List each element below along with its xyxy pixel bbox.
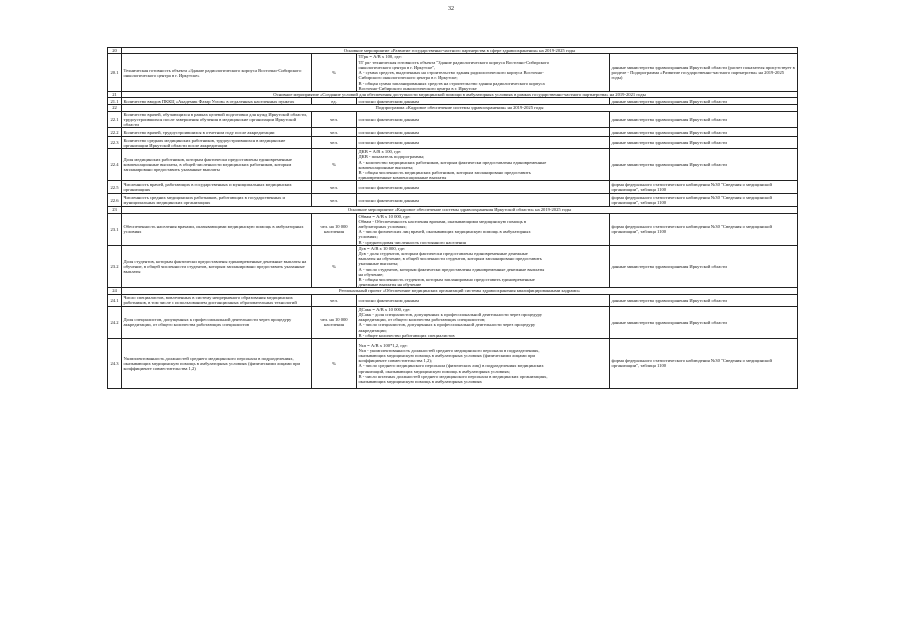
indicator-number: 22.3: [108, 137, 122, 149]
method-line: выплаты на обучение, в общей численности студентов, которым запланировано предоставить: [358, 256, 542, 262]
indicator-row: [108, 294, 798, 306]
method-line: А - число студентов, которым фактически предоставлены единовременные денежные выплаты: [358, 266, 545, 272]
method-line: ДСакк = А/В х 10 000, где:: [358, 306, 411, 312]
indicator-name-text: Укомплектованность должностей среднего медицинского персонала в подразделениях, оказывающих медицинскую помощь в амбулаторных условиях (физическими лицами при коэффициенте совместительства 1,2): [123, 355, 301, 371]
method-line: ДКВ - показатель подпрограммы;: [358, 154, 425, 160]
method-line: В - общая сумма запланированных средств на строительство здания радиологического корпуса: [358, 80, 545, 86]
indicator-name-text: Количество врачей, трудоустроившихся в отчетном году после аккредитации: [123, 129, 275, 135]
section-title: Региональный проект «Обеспечение медицинских организаций системы здравоохранения квалифицированными кадрами»: [122, 288, 798, 294]
data-source: [610, 338, 798, 388]
method-line: А - число среднего медицинского персонала (физических лиц) в подразделениях медицинских: [358, 363, 544, 369]
method-line: Обвам - Обеспеченность населения врачами, оказывающими медицинскую помощь в: [358, 218, 527, 224]
indicator-name: [122, 213, 312, 245]
method-line: Укп - укомплектованность должностей среднего медицинского персонала в подразделениях,: [358, 347, 540, 353]
method-line: Укп = А/В х 100*1,2, где:: [358, 342, 408, 348]
method-line: на обучение;: [358, 271, 384, 277]
indicator-row: [108, 111, 798, 128]
indicator-number: 22.1: [108, 111, 122, 128]
data-source-text: данные министерства здравоохранения Иркутской области: [611, 98, 727, 104]
indicator-name: [122, 306, 312, 338]
section-title: Основное мероприятие «Кадровое обеспечение системы здравоохранения Иркутской области» на 2019-2025 годы: [122, 207, 798, 213]
data-source-text: данные министерства здравоохранения Иркутской области: [611, 162, 727, 168]
section-title: Основное мероприятие «Создание условий для обеспечения доступности медицинской помощи в амбулаторных условиях в рамках государственно-частного партнерства» на 2019-2021 годы: [122, 92, 798, 98]
data-source-text: форма федерального статистического наблюдения №30 "Сведения о медицинской организации", таблица 1100: [611, 195, 772, 206]
indicator-number: 22.6: [108, 194, 122, 207]
method-line: согласно фактическим данным: [358, 140, 419, 146]
indicator-name: [122, 128, 312, 137]
indicator-name-text: Численность средних медицинских работников, работающих в государственных и муниципальных медицинских организациях: [123, 195, 285, 206]
method-line: оказывающих медицинскую помощь в амбулаторных условиях: [358, 379, 482, 385]
method-line: аккредитации, от общего количества работающих специалистов;: [358, 317, 486, 323]
indicator-number: 24.2: [108, 306, 122, 338]
calculation-method: [357, 111, 610, 128]
data-source-text: форма федерального статистического наблюдения №30 "Сведения о медицинской организации", таблица 1100: [611, 224, 772, 235]
data-source: [610, 111, 798, 128]
data-source-text: данные министерства здравоохранения Иркутской области: [611, 129, 727, 135]
indicators-table-body: [108, 48, 798, 389]
data-source-text: данные министерства здравоохранения Иркутской области: [611, 297, 727, 303]
calculation-method: [357, 128, 610, 137]
indicator-number: 22.2: [108, 128, 122, 137]
data-source: [610, 213, 798, 245]
method-line: согласно фактическим данным: [358, 184, 419, 190]
indicator-row: [108, 181, 798, 194]
indicator-unit: %: [312, 149, 357, 181]
method-line: В - общая численность студентов, которым запланировано предоставить единовременные: [358, 277, 535, 283]
method-line: единовременные компенсационные выплаты: [358, 175, 447, 181]
method-line: А - сумма средств, выделенных на строительство здания радиологического корпуса Восточно-: [358, 70, 544, 76]
indicator-number: 24.3: [108, 338, 122, 388]
indicator-row: [108, 54, 798, 92]
method-line: Дсв - доля студентов, которым фактически предоставлены единовременные денежные: [358, 251, 528, 257]
method-line: В - общая численность медицинских работников, которым запланировано предоставить: [358, 170, 531, 176]
indicator-name-text: Численность врачей, работающих в государственных и муниципальных медицинских организациях: [123, 182, 292, 193]
indicator-number: 23.2: [108, 245, 122, 288]
indicator-unit: чел.: [312, 194, 357, 207]
indicator-name-text: Доля студентов, которым фактически предоставлены единовременные денежные выплаты на обучение, в общей численности студентов, которым запланировано предоставить указанные выплаты: [123, 258, 307, 275]
data-source: [610, 54, 798, 92]
indicator-row: [108, 194, 798, 207]
indicator-number: 22.4: [108, 149, 122, 181]
method-line: А - количество медицинских работников, которым фактически предоставлены единовременные: [358, 159, 547, 165]
data-source: [610, 306, 798, 338]
calculation-method: [357, 98, 610, 105]
data-source-text: данные министерства здравоохранения Иркутской области: [611, 116, 727, 122]
indicator-unit: чел.: [312, 294, 357, 306]
data-source: [610, 245, 798, 288]
calculation-method: [357, 245, 610, 288]
calculation-method: [357, 137, 610, 149]
indicator-name-text: Количество средних медицинских работников, трудоустроившихся в медицинские организации Иркутской области после аккредитации: [123, 137, 286, 148]
indicator-number: 22.5: [108, 181, 122, 194]
data-source: [610, 181, 798, 194]
indicator-unit: ед.: [312, 98, 357, 105]
indicator-number: 20.1: [108, 54, 122, 92]
indicator-unit: чел.: [312, 128, 357, 137]
indicator-name: [122, 137, 312, 149]
method-line: онкологического центра в г. Иркутске",: [358, 64, 436, 70]
method-line: согласно фактическим данным: [358, 129, 419, 135]
method-line: коэффициенте совместительства 1,2);: [358, 358, 433, 364]
indicator-unit: %: [312, 338, 357, 388]
indicator-number: 24.1: [108, 294, 122, 306]
method-line: А - число специалистов, допущенных к профессиональной деятельности через процедуру: [358, 322, 536, 328]
data-source-text: данные министерства здравоохранения Иркутской области: [611, 264, 727, 270]
indicator-row: [108, 137, 798, 149]
method-line: Дсв = А/В х 10 000, где:: [358, 245, 406, 251]
indicator-name-text: Количество врачей, обучающихся в рамках целевой подготовки для нужд Иркутской области, трудоустроившихся после завершения обучения в медицинские организации Иркутской области: [123, 111, 307, 128]
indicator-name-text: Доля медицинских работников, которым фактически предоставлены единовременные компенсационные выплаты, в общей численности медицинских работников, которым запланировано предоставить указанные выплаты: [123, 157, 292, 173]
section-number: 21: [108, 92, 122, 98]
indicator-name: [122, 54, 312, 92]
method-line: ДСакк - доля специалистов, допущенных к профессиональной деятельности через процедуру: [358, 311, 543, 317]
calculation-method: [357, 294, 610, 306]
data-source-text: данные министерства здравоохранения Иркутской области: [611, 319, 727, 325]
method-line: А - число физических лиц врачей, оказывающих медицинскую помощь в амбулаторных: [358, 229, 531, 235]
calculation-method: [357, 54, 610, 92]
method-line: указанные выплаты;: [358, 261, 399, 267]
indicator-row: [108, 338, 798, 388]
indicator-name-text: Техническая готовность объекта «Здание радиологического корпуса Восточно-Сибирского онкологического центра в г. Иркутске»: [123, 67, 302, 78]
method-line: амбулаторных условиях;: [358, 224, 407, 230]
indicator-unit: чел. на 10 000 населения: [312, 306, 357, 338]
method-line: В - число штатных должностей среднего медицинского персонала в медицинских организациях,: [358, 373, 548, 379]
method-line: оказывающих медицинскую помощь в амбулаторных условиях (физическими лицами при: [358, 353, 536, 358]
section-number: 24: [108, 288, 122, 294]
method-line: В - общее количество работающих специалистов: [358, 332, 455, 338]
section-title: Подпрограмма «Кадровое обеспечение системы здравоохранения» на 2019-2025 годы: [122, 105, 798, 111]
indicator-number: 23.1: [108, 213, 122, 245]
indicator-name: [122, 98, 312, 105]
method-line: аккредитации;: [358, 327, 387, 333]
indicator-row: [108, 245, 798, 288]
method-line: ДКВ = А/В х 100, где:: [358, 149, 402, 155]
indicator-unit: чел.: [312, 111, 357, 128]
indicator-row: [108, 213, 798, 245]
indicator-name: [122, 294, 312, 306]
indicator-unit: чел.: [312, 137, 357, 149]
data-source: [610, 294, 798, 306]
method-line: согласно фактическим данным: [358, 98, 419, 104]
section-number: 22: [108, 105, 122, 111]
method-line: компенсационные выплаты;: [358, 164, 414, 170]
calculation-method: [357, 181, 610, 194]
indicator-row: [108, 98, 798, 105]
indicator-name-text: Количество вводов ПККЦ «Академик Фазар Углов» в отдаленных населенных пунктах: [123, 98, 295, 104]
method-line: Сибирского онкологического центра в г. Иркутске;: [358, 75, 458, 81]
method-line: организаций, оказывающих медицинскую помощь в амбулаторных условиях;: [358, 368, 511, 374]
method-line: ТГрк = А/В х 100, где:: [358, 54, 402, 60]
indicator-name-text: Обеспеченность населения врачами, оказывающими медицинскую помощь в амбулаторных условиях: [123, 224, 304, 235]
indicator-unit: %: [312, 245, 357, 288]
data-source: [610, 137, 798, 149]
method-line: Восточно-Сибирского онкологического центра в г. Иркутске: [358, 85, 477, 91]
indicator-name: [122, 194, 312, 207]
indicator-unit: чел. на 10 000 населения: [312, 213, 357, 245]
calculation-method: [357, 338, 610, 388]
method-line: ТГ рк- техническая готовность объекта "Здание радиологического корпуса Восточно-Сибирского: [358, 59, 550, 65]
indicator-name-text: Число специалистов, вовлеченных в систему непрерывного образования медицинских работников, в том числе с использованием дистанционных образовательных технологий: [123, 294, 297, 306]
indicator-row: [108, 128, 798, 137]
data-source-text: форма федерального статистического наблюдения №30 "Сведения о медицинской организации", таблица 1100: [611, 182, 772, 193]
data-source-text: форма федерального статистического наблюдения №30 "Сведения о медицинской организации", таблица 1100: [611, 358, 772, 369]
calculation-method: [357, 306, 610, 338]
indicator-row: [108, 149, 798, 181]
indicators-table: [107, 47, 798, 389]
indicator-number: 21.1: [108, 98, 122, 105]
data-source-text: данные министерства здравоохранения Иркутской области: [611, 140, 727, 146]
indicator-name: [122, 181, 312, 194]
indicator-name: [122, 338, 312, 388]
method-line: В - среднегодовая численность постоянного населения: [358, 239, 466, 245]
indicator-name: [122, 149, 312, 181]
page-number: 32: [448, 6, 454, 12]
indicator-unit: чел.: [312, 181, 357, 194]
data-source-text: данные министерства здравоохранения Иркутской области (расчет показателя присутствует в разделе - Подпрограмма «Развитие государственно-частного партнерства» на 2019-2025 годы): [611, 64, 795, 81]
method-line: согласно фактическим данным: [358, 116, 419, 122]
section-number: 23: [108, 207, 122, 213]
data-source: [610, 149, 798, 181]
data-source: [610, 128, 798, 137]
method-line: Обвам = А/В х 10 000, где:: [358, 213, 411, 219]
calculation-method: [357, 213, 610, 245]
calculation-method: [357, 194, 610, 207]
method-line: денежные выплаты на обучение: [358, 282, 422, 288]
calculation-method: [357, 149, 610, 181]
indicator-name: [122, 245, 312, 288]
method-line: условиях;: [358, 234, 378, 240]
indicator-row: [108, 306, 798, 338]
method-line: согласно фактическим данным: [358, 197, 419, 203]
section-title: Основное мероприятие «Развитие государственно-частного партнерства в сфере здравоохранения» на 2019-2025 годы: [122, 48, 798, 54]
data-source: [610, 194, 798, 207]
section-number: 20: [108, 48, 122, 54]
method-line: согласно фактическим данным: [358, 297, 419, 303]
indicator-unit: %: [312, 54, 357, 92]
data-source: [610, 98, 798, 105]
indicator-name: [122, 111, 312, 128]
indicator-name-text: Доля специалистов, допущенных к профессиональной деятельности через процедуру аккредитации, от общего количества работающих специалистов: [123, 317, 292, 328]
